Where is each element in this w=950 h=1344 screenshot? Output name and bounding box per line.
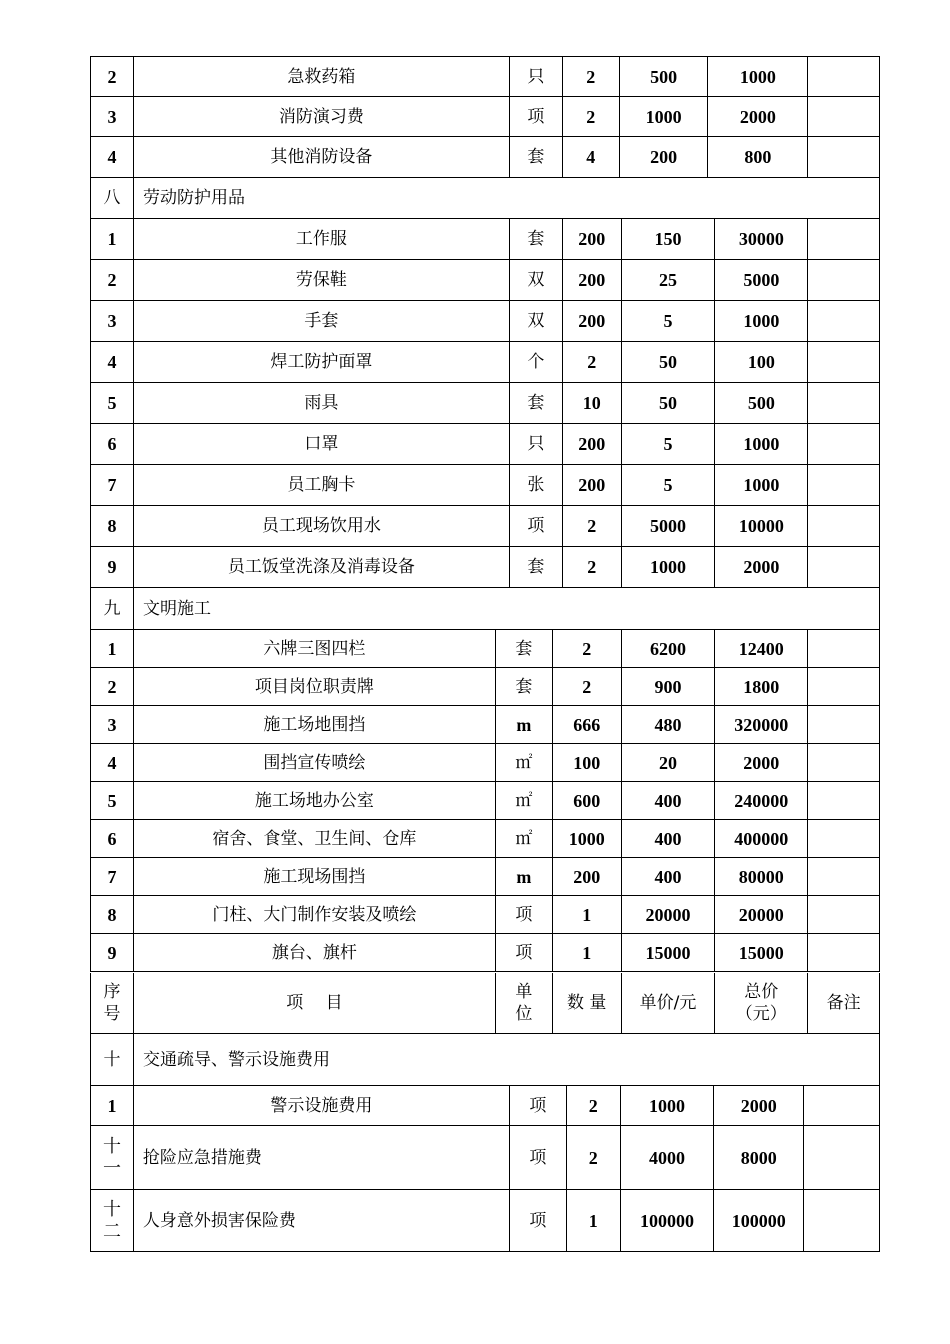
unit: 套: [510, 219, 563, 259]
header-remark: 备注: [826, 993, 861, 1013]
quantity: 200: [563, 465, 622, 505]
remark: [804, 1190, 879, 1251]
table-row: [90, 1126, 880, 1190]
item-name: 旗台、旗杆: [134, 934, 496, 971]
unit: 只: [510, 424, 563, 464]
item-name: 员工现场饮用水: [134, 506, 510, 546]
total-price: 1000: [715, 301, 808, 341]
total-price: 20000: [715, 896, 808, 933]
remark: [804, 1086, 879, 1125]
row-number: 5: [91, 383, 134, 423]
row-number: 6: [91, 820, 134, 857]
table-row: [90, 1190, 880, 1252]
unit-price: 1000: [622, 547, 716, 587]
unit: m: [496, 858, 553, 895]
total-price: 30000: [715, 219, 808, 259]
unit-price: 20: [622, 744, 716, 781]
section-number: 九: [91, 588, 134, 629]
total-price: 500: [715, 383, 808, 423]
quantity: 200: [563, 424, 622, 464]
quantity: 200: [563, 260, 622, 300]
table-row: [90, 301, 880, 342]
row-number: 5: [91, 782, 134, 819]
unit-price: 50: [622, 383, 716, 423]
remark: [808, 97, 879, 136]
section-title: 劳动防护用品: [143, 188, 245, 208]
quantity: 200: [563, 301, 622, 341]
table-row: [90, 1086, 880, 1126]
row-number: 9: [91, 934, 134, 971]
unit: ㎡: [496, 820, 553, 857]
unit: 个: [510, 342, 563, 382]
unit-price: 5: [622, 424, 716, 464]
table-row: [90, 465, 880, 506]
total-price: 80000: [715, 858, 808, 895]
item-name: 施工场地围挡: [134, 706, 496, 743]
item-name: 警示设施费用: [134, 1086, 510, 1125]
remark: [808, 260, 879, 300]
header-number: 序 号: [91, 973, 134, 1033]
unit-price: 480: [622, 706, 716, 743]
total-price: 320000: [715, 706, 808, 743]
row-number: 2: [91, 668, 134, 705]
table-row: [90, 706, 880, 744]
unit-price: 500: [620, 57, 709, 96]
total-price: 100: [715, 342, 808, 382]
unit: 套: [510, 383, 563, 423]
unit: 套: [510, 547, 563, 587]
row-number: 1: [91, 219, 134, 259]
header-total: 总价 （元）: [715, 973, 808, 1033]
row-number: 1: [91, 630, 134, 667]
quantity: 2: [563, 97, 620, 136]
remark: [808, 506, 879, 546]
table-row: [90, 782, 880, 820]
total-price: 100000: [714, 1190, 804, 1251]
total-price: 400000: [715, 820, 808, 857]
section-title: 文明施工: [143, 598, 211, 619]
row-number: 7: [91, 465, 134, 505]
total-price: 1000: [708, 57, 808, 96]
item-name: 抢险应急措施费: [134, 1126, 510, 1189]
item-name: 焊工防护面罩: [134, 342, 510, 382]
quantity: 2: [567, 1126, 621, 1189]
quantity: 2: [563, 57, 620, 96]
table-row: [90, 858, 880, 896]
unit: 项: [510, 97, 563, 136]
total-price: 1000: [715, 465, 808, 505]
unit-price: 1000: [621, 1086, 715, 1125]
table-row: [90, 383, 880, 424]
quantity: 1: [567, 1190, 621, 1251]
unit: 项: [510, 1086, 567, 1125]
row-number: 2: [91, 57, 134, 96]
quantity: 1: [553, 896, 622, 933]
unit: 项: [510, 1126, 567, 1189]
item-name: 员工饭堂洗涤及消毒设备: [134, 547, 510, 587]
total-price: 1000: [715, 424, 808, 464]
remark: [808, 219, 879, 259]
total-price: 15000: [715, 934, 808, 971]
remark: [808, 630, 879, 667]
header-unit-price: 单价/元: [622, 973, 716, 1033]
unit: 双: [510, 260, 563, 300]
quantity: 600: [553, 782, 622, 819]
header-item: 项 目: [134, 973, 496, 1033]
item-name: 围挡宣传喷绘: [134, 744, 496, 781]
remark: [808, 782, 879, 819]
unit-price: 25: [622, 260, 716, 300]
unit-price: 50: [622, 342, 716, 382]
total-price: 800: [708, 137, 808, 177]
remark: [808, 342, 879, 382]
quantity: 10: [563, 383, 622, 423]
table-row: [90, 744, 880, 782]
remark: [808, 668, 879, 705]
section-row: [90, 178, 880, 219]
quantity: 200: [553, 858, 622, 895]
section-number: 十: [91, 1034, 134, 1085]
unit: ㎡: [496, 744, 553, 781]
row-number: 十 一: [91, 1126, 134, 1189]
quantity: 2: [563, 547, 622, 587]
item-name: 手套: [134, 301, 510, 341]
unit-price: 100000: [621, 1190, 715, 1251]
row-number: 3: [91, 706, 134, 743]
item-name: 宿舍、食堂、卫生间、仓库: [134, 820, 496, 857]
item-name: 员工胸卡: [134, 465, 510, 505]
unit: 套: [496, 668, 553, 705]
row-number: 3: [91, 97, 134, 136]
unit-price: 5: [622, 301, 716, 341]
table-row: [90, 506, 880, 547]
total-price: 12400: [715, 630, 808, 667]
unit-price: 900: [622, 668, 716, 705]
unit: 套: [496, 630, 553, 667]
item-name: 消防演习费: [134, 97, 510, 136]
row-number: 3: [91, 301, 134, 341]
unit: 张: [510, 465, 563, 505]
table-row: [90, 630, 880, 668]
unit: 项: [510, 1190, 567, 1251]
remark: [808, 820, 879, 857]
quantity: 200: [563, 219, 622, 259]
header-unit: 单 位: [496, 973, 553, 1033]
remark: [808, 465, 879, 505]
remark: [808, 301, 879, 341]
total-price: 240000: [715, 782, 808, 819]
table-row: [90, 97, 880, 137]
row-number: 8: [91, 506, 134, 546]
unit: 套: [510, 137, 563, 177]
item-name: 六牌三图四栏: [134, 630, 496, 667]
table-row: [90, 934, 880, 972]
section-row: [90, 588, 880, 630]
total-price: 2000: [715, 547, 808, 587]
quantity: 1: [553, 934, 622, 971]
unit: 双: [510, 301, 563, 341]
item-name: 劳保鞋: [134, 260, 510, 300]
item-name: 项目岗位职责牌: [134, 668, 496, 705]
table-row: [90, 342, 880, 383]
unit: 项: [496, 896, 553, 933]
total-price: 5000: [715, 260, 808, 300]
quantity: 1000: [553, 820, 622, 857]
row-number: 9: [91, 547, 134, 587]
quantity: 4: [563, 137, 620, 177]
unit-price: 20000: [622, 896, 716, 933]
table-row: [90, 219, 880, 260]
remark: [808, 858, 879, 895]
unit-price: 150: [622, 219, 716, 259]
row-number: 7: [91, 858, 134, 895]
quantity: 666: [553, 706, 622, 743]
item-name: 雨具: [134, 383, 510, 423]
row-number: 6: [91, 424, 134, 464]
remark: [804, 1126, 879, 1189]
row-number: 8: [91, 896, 134, 933]
section-number: 八: [91, 178, 134, 218]
table-row: [90, 668, 880, 706]
item-name: 施工场地办公室: [134, 782, 496, 819]
unit-price: 400: [622, 782, 716, 819]
row-number: 2: [91, 260, 134, 300]
quantity: 2: [553, 668, 622, 705]
table-row: [90, 820, 880, 858]
row-number: 1: [91, 1086, 134, 1125]
unit-price: 5000: [622, 506, 716, 546]
item-name: 口罩: [134, 424, 510, 464]
item-name: 人身意外损害保险费: [134, 1190, 510, 1251]
total-price: 8000: [714, 1126, 804, 1189]
quantity: 2: [553, 630, 622, 667]
unit: m: [496, 706, 553, 743]
quantity: 2: [563, 506, 622, 546]
total-price: 2000: [708, 97, 808, 136]
unit-price: 400: [622, 820, 716, 857]
unit: 项: [496, 934, 553, 971]
unit-price: 1000: [620, 97, 709, 136]
unit-price: 200: [620, 137, 709, 177]
section-title: 交通疏导、警示设施费用: [143, 1049, 330, 1070]
remark: [808, 934, 879, 971]
item-name: 施工现场围挡: [134, 858, 496, 895]
total-price: 2000: [715, 744, 808, 781]
quantity: 2: [563, 342, 622, 382]
unit: ㎡: [496, 782, 553, 819]
remark: [808, 57, 879, 96]
remark: [808, 896, 879, 933]
table-row: [90, 56, 880, 97]
remark: [808, 744, 879, 781]
table-row: [90, 547, 880, 588]
row-number: 4: [91, 744, 134, 781]
unit-price: 4000: [621, 1126, 715, 1189]
table-header-row: [90, 973, 880, 1034]
remark: [808, 424, 879, 464]
unit: 只: [510, 57, 563, 96]
total-price: 1800: [715, 668, 808, 705]
unit: 项: [510, 506, 563, 546]
table-row: [90, 137, 880, 178]
remark: [808, 383, 879, 423]
remark: [808, 706, 879, 743]
header-quantity: 数 量: [553, 973, 622, 1033]
total-price: 10000: [715, 506, 808, 546]
row-number: 4: [91, 137, 134, 177]
table-row: [90, 424, 880, 465]
row-number: 4: [91, 342, 134, 382]
table-row: [90, 260, 880, 301]
item-name: 工作服: [134, 219, 510, 259]
unit-price: 400: [622, 858, 716, 895]
unit-price: 5: [622, 465, 716, 505]
remark: [808, 137, 879, 177]
section-row: [90, 1034, 880, 1086]
quantity: 2: [567, 1086, 621, 1125]
quantity: 100: [553, 744, 622, 781]
item-name: 其他消防设备: [134, 137, 510, 177]
total-price: 2000: [714, 1086, 804, 1125]
row-number: 十 二: [91, 1190, 134, 1251]
unit-price: 15000: [622, 934, 716, 971]
table-row: [90, 896, 880, 934]
item-name: 门柱、大门制作安装及喷绘: [134, 896, 496, 933]
remark: [808, 547, 879, 587]
unit-price: 6200: [622, 630, 716, 667]
item-name: 急救药箱: [134, 57, 510, 96]
